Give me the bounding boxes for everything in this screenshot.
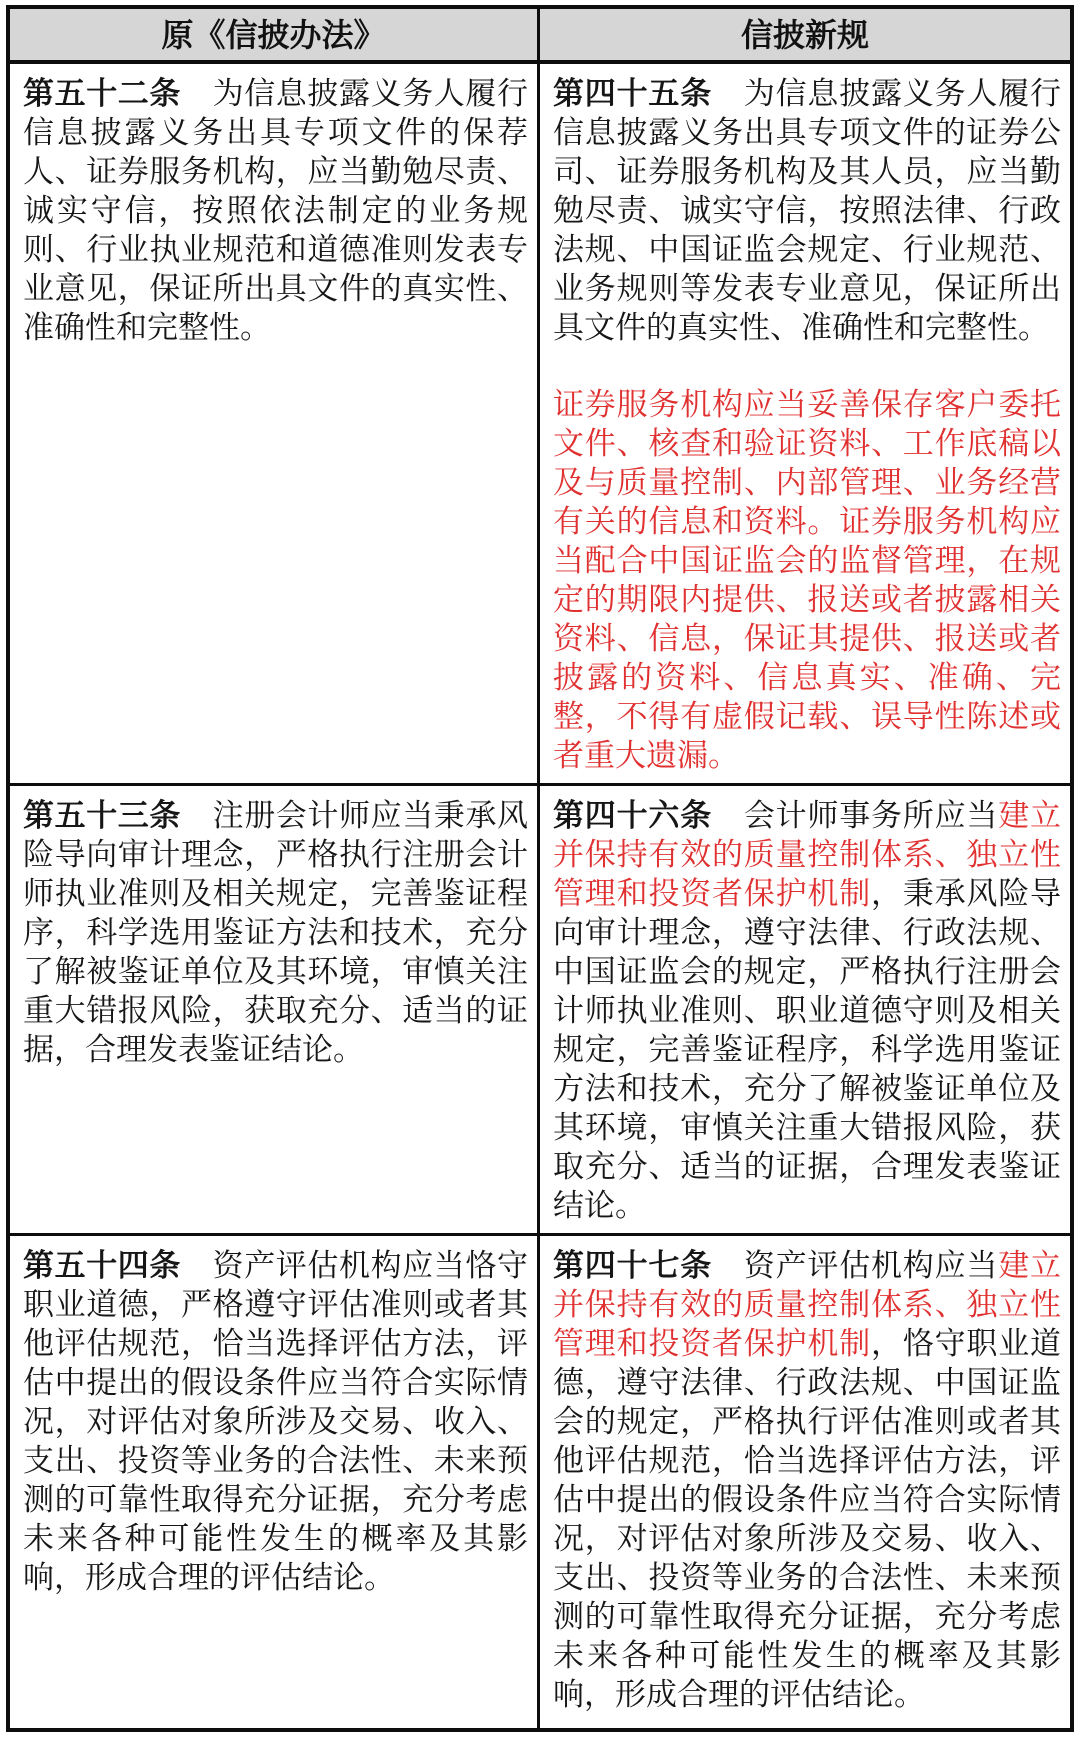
comparison-table-body — [10, 64, 1070, 1728]
clause-text: 为信息披露义务人履行信息披露义务出具专项文件的保荐人、证券服务机构，应当勤勉尽责、诚实守信，按照依法制定的业务规则、行业执业规范和道德准则发表专业意见，保证所出具文件的真实性、准确性和完整性。 — [23, 76, 529, 345]
added-text: 建立并保持有效的质量控制体系、独立性管理和投资者保护机制 — [553, 798, 1062, 911]
clause-number: 第四十六条 — [553, 798, 744, 833]
clause-paragraph — [553, 796, 1061, 1225]
table-header-row — [10, 9, 1070, 64]
clause-text: 为信息披露义务人履行信息披露义务出具专项文件的证券公司、证券服务机构及其人员，应当勤勉尽责、诚实守信，按照法律、行政法规、中国证监会规定、行业规范、业务规则等发表专业意见，保证所出具文件的真实性、准确性和完整性。 — [553, 76, 1062, 345]
table-cell — [10, 1236, 540, 1728]
added-text: 建立并保持有效的质量控制体系、独立性管理和投资者保护机制 — [553, 1248, 1062, 1361]
table-cell — [540, 786, 1070, 1236]
table-cell — [10, 64, 540, 786]
table-cell — [540, 1236, 1070, 1728]
comparison-table — [6, 5, 1074, 1732]
clause-text: 会计师事务所应当 — [743, 798, 999, 833]
clause-text: ，秉承风险导向审计理念，遵守法律、行政法规、中国证监会的规定，严格执行注册会计师执业准则、职业道德守则及相关规定，完善鉴证程序，科学选用鉴证方法和技术，充分了解被鉴证单位及其环境，审慎关注重大错报风险，获取充分、适当的证据，合理发表鉴证结论。 — [553, 876, 1061, 1223]
clause-number: 第四十五条 — [553, 76, 744, 111]
clause-paragraph — [23, 74, 528, 347]
clause-text: ，恪守职业道德，遵守法律、行政法规、中国证监会的规定，严格执行评估准则或者其他评估规范，恰当选择评估方法，评估中提出的假设条件应当符合实际情况，对评估对象所涉及交易、收入、支出、投资等业务的合法性、未来预测的可靠性取得充分证据，充分考虑未来各种可能性发生的概率及其影响，形成合理的评估结论。 — [553, 1326, 1061, 1712]
clause-paragraph — [553, 385, 1061, 775]
clause-paragraph — [553, 74, 1061, 347]
clause-text: 资产评估机构应当恪守职业道德，严格遵守评估准则或者其他评估规范，恰当选择评估方法，评估中提出的假设条件应当符合实际情况，对评估对象所涉及交易、收入、支出、投资等业务的合法性、未来预测的可靠性取得充分证据，充分考虑未来各种可能性发生的概率及其影响，形成合理的评估结论。 — [23, 1248, 529, 1595]
clause-paragraph — [23, 796, 528, 1069]
clause-number: 第五十四条 — [23, 1248, 213, 1283]
header-new-rules-column: 信披新规 — [740, 17, 869, 53]
clause-text: 注册会计师应当秉承风险导向审计理念，严格执行注册会计师执业准则及相关规定，完善鉴证程序，科学选用鉴证方法和技术，充分了解被鉴证单位及其环境，审慎关注重大错报风险，获取充分、适当的证据，合理发表鉴证结论。 — [23, 798, 529, 1067]
clause-paragraph — [553, 1246, 1061, 1714]
clause-text: 资产评估机构应当 — [743, 1248, 999, 1283]
clause-number: 第四十七条 — [553, 1248, 744, 1283]
table-cell — [540, 64, 1070, 786]
added-text: 证券服务机构应当妥善保存客户委托文件、核查和验证资料、工作底稿以及与质量控制、内部管理、业务经营有关的信息和资料。证券服务机构应当配合中国证监会的监督管理，在规定的期限内提供、报送或者披露相关资料、信息，保证其提供、报送或者披露的资料、信息真实、准确、完整，不得有虚假记载、误导性陈述或者重大遗漏。 — [553, 387, 1061, 773]
header-old-rules-column: 原《信披办法》 — [10, 9, 540, 60]
clause-paragraph — [23, 1246, 528, 1597]
clause-number: 第五十三条 — [23, 798, 213, 833]
clause-number: 第五十二条 — [23, 76, 213, 111]
table-cell — [10, 786, 540, 1236]
